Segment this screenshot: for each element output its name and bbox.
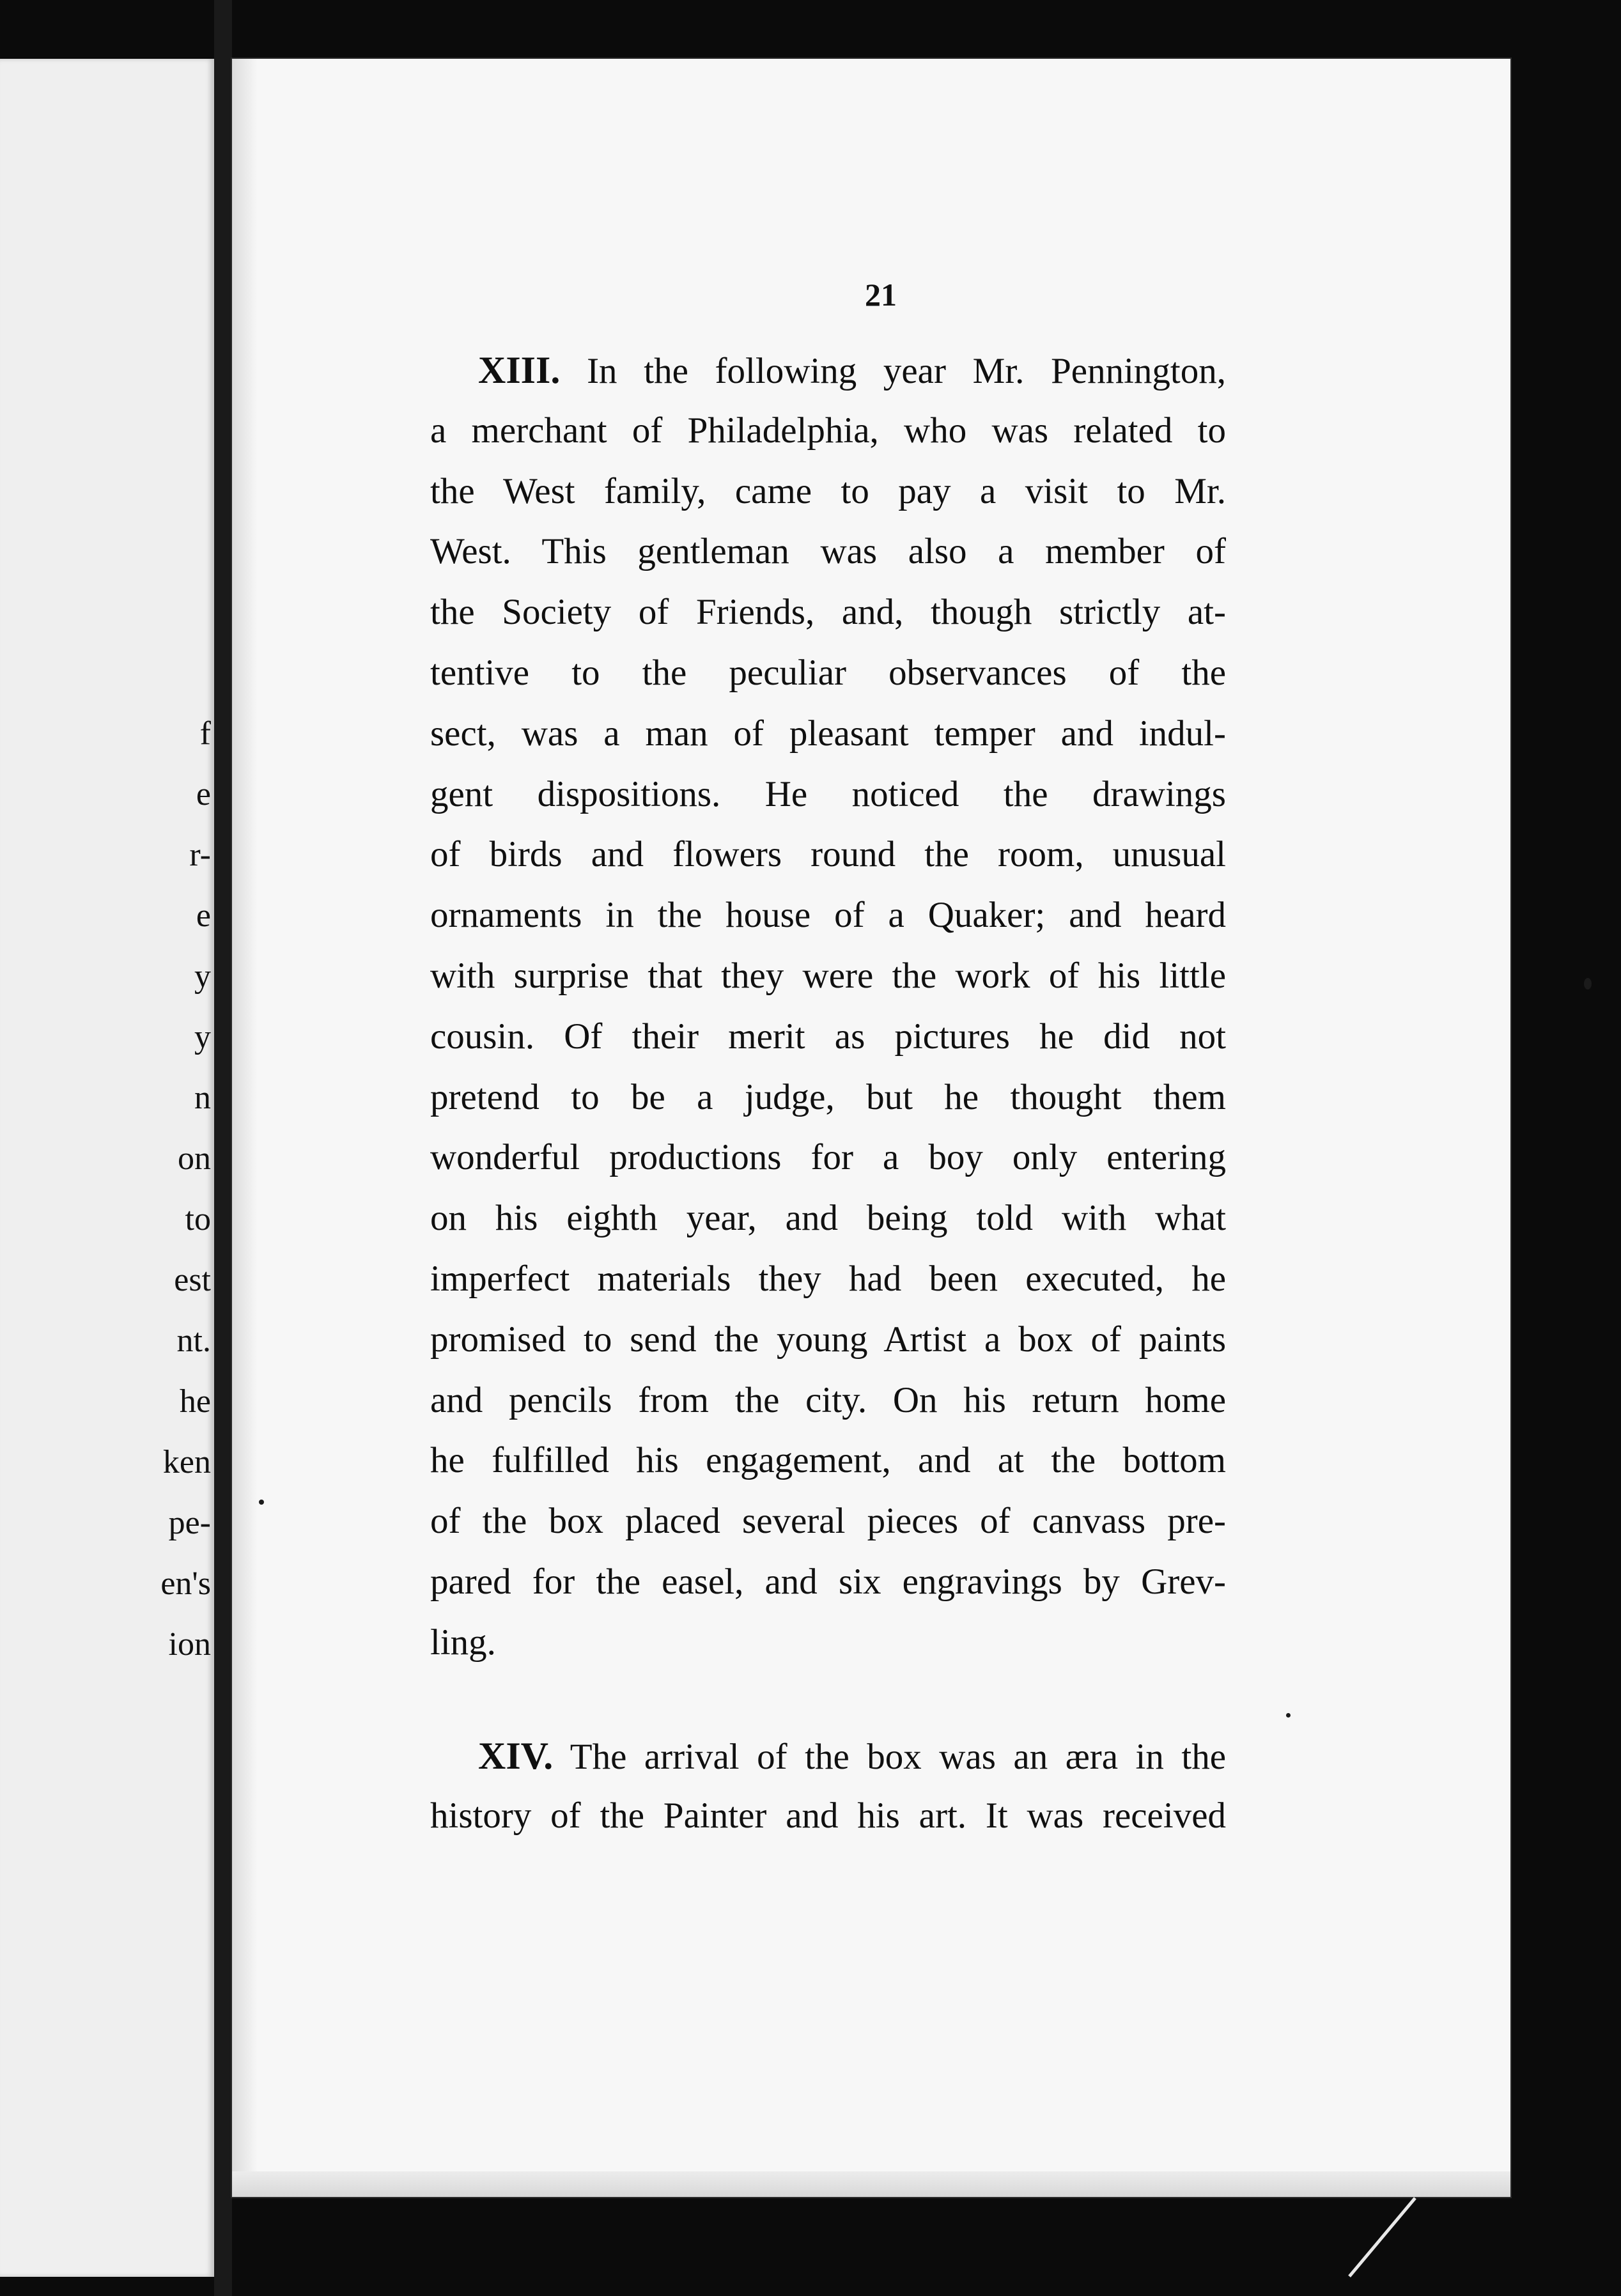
left-page-line-fragment: he xyxy=(179,1383,211,1420)
paragraph xyxy=(430,340,1226,1673)
left-page-line-fragment: y xyxy=(194,1019,211,1055)
book-gutter xyxy=(214,0,232,2296)
text-line xyxy=(430,340,1226,401)
text-line xyxy=(430,1370,1226,1431)
page-inner-edge xyxy=(232,59,258,2197)
section-number: XIII. xyxy=(478,349,561,391)
text-line xyxy=(430,764,1226,825)
left-page-line-fragment: n xyxy=(194,1080,211,1116)
text-line xyxy=(430,1431,1226,1491)
left-page-line-fragment: ken xyxy=(162,1444,211,1480)
line-text: West. This gentleman was also a member of xyxy=(430,531,1226,572)
line-text: ornaments in the house of a Quaker; and heard xyxy=(430,895,1226,936)
line-text: pared for the easel, and six engravings by Grev- xyxy=(430,1561,1226,1602)
page-number: 21 xyxy=(865,277,897,313)
text-line xyxy=(430,1726,1226,1787)
text-line xyxy=(430,401,1226,462)
text-line xyxy=(430,522,1226,582)
left-page-line-fragment: en's xyxy=(160,1565,211,1602)
left-page-line-fragment: f xyxy=(199,715,211,752)
scan-corner-mark xyxy=(1348,2197,1416,2277)
text-line xyxy=(430,1007,1226,1067)
line-text: of the box placed several pieces of canvass pre- xyxy=(430,1501,1226,1542)
main-page xyxy=(232,59,1510,2197)
text-line xyxy=(430,885,1226,946)
text-line xyxy=(430,1249,1226,1310)
ink-speck xyxy=(259,1500,264,1505)
left-page-line-fragment: est xyxy=(174,1262,211,1298)
line-text: the West family, came to pay a visit to Mr. xyxy=(430,470,1226,511)
left-page-line-fragment: on xyxy=(178,1140,211,1177)
paragraph xyxy=(430,1726,1226,1847)
left-page-line-fragment: pe- xyxy=(168,1505,211,1541)
text-line xyxy=(430,1310,1226,1370)
line-text: sect, was a man of pleasant temper and indul- xyxy=(430,713,1226,754)
text-line xyxy=(430,704,1226,764)
left-page-line-fragment: ion xyxy=(168,1626,211,1663)
text-line xyxy=(430,1491,1226,1552)
line-text: In the following year Mr. Pennington, xyxy=(587,351,1227,391)
text-line xyxy=(430,462,1226,522)
line-text: the Society of Friends, and, though strictly at- xyxy=(430,592,1226,633)
left-page-line-fragment: e xyxy=(196,776,211,812)
text-line xyxy=(430,1067,1226,1128)
body-text xyxy=(430,340,1226,1847)
section-number: XIV. xyxy=(478,1734,554,1777)
text-line xyxy=(430,643,1226,704)
ink-speck xyxy=(1584,978,1592,989)
line-text: with surprise that they were the work of his little xyxy=(430,955,1226,996)
left-page-line-fragment: nt. xyxy=(176,1323,211,1359)
line-text: promised to send the young Artist a box of paints xyxy=(430,1319,1226,1360)
line-text: gent dispositions. He noticed the drawings xyxy=(430,773,1226,814)
left-page-line-fragment: r- xyxy=(189,837,211,873)
line-text: wonderful productions for a boy only entering xyxy=(430,1137,1226,1178)
ink-speck xyxy=(1286,1713,1291,1718)
text-line xyxy=(430,1552,1226,1613)
text-line xyxy=(430,1188,1226,1249)
paragraph-gap xyxy=(430,1673,1226,1726)
text-line xyxy=(430,825,1226,885)
line-text: cousin. Of their merit as pictures he did not xyxy=(430,1016,1226,1057)
text-line xyxy=(430,1613,1226,1673)
line-text: pretend to be a judge, but he thought them xyxy=(430,1076,1226,1117)
line-text: imperfect materials they had been executed, he xyxy=(430,1258,1226,1299)
text-line xyxy=(430,946,1226,1007)
text-line xyxy=(430,1786,1226,1847)
text-line xyxy=(430,1128,1226,1188)
line-text: tentive to the peculiar observances of the xyxy=(430,652,1226,693)
line-text: ling. xyxy=(430,1622,496,1663)
line-text: of birds and flowers round the room, unusual xyxy=(430,834,1226,875)
left-facing-page xyxy=(0,59,214,2277)
line-text: The arrival of the box was an æra in the xyxy=(570,1736,1226,1777)
left-page-line-fragment: to xyxy=(185,1201,211,1237)
line-text: a merchant of Philadelphia, who was related to xyxy=(430,410,1226,451)
line-text: on his eighth year, and being told with what xyxy=(430,1198,1226,1239)
line-text: and pencils from the city. On his return home xyxy=(430,1379,1226,1420)
left-page-text-fragments xyxy=(0,59,214,2277)
left-page-line-fragment: y xyxy=(194,958,211,995)
line-text: he fulfilled his engagement, and at the bottom xyxy=(430,1440,1226,1481)
left-page-line-fragment: e xyxy=(196,897,211,934)
line-text: history of the Painter and his art. It was received xyxy=(430,1796,1226,1836)
text-line xyxy=(430,582,1226,643)
